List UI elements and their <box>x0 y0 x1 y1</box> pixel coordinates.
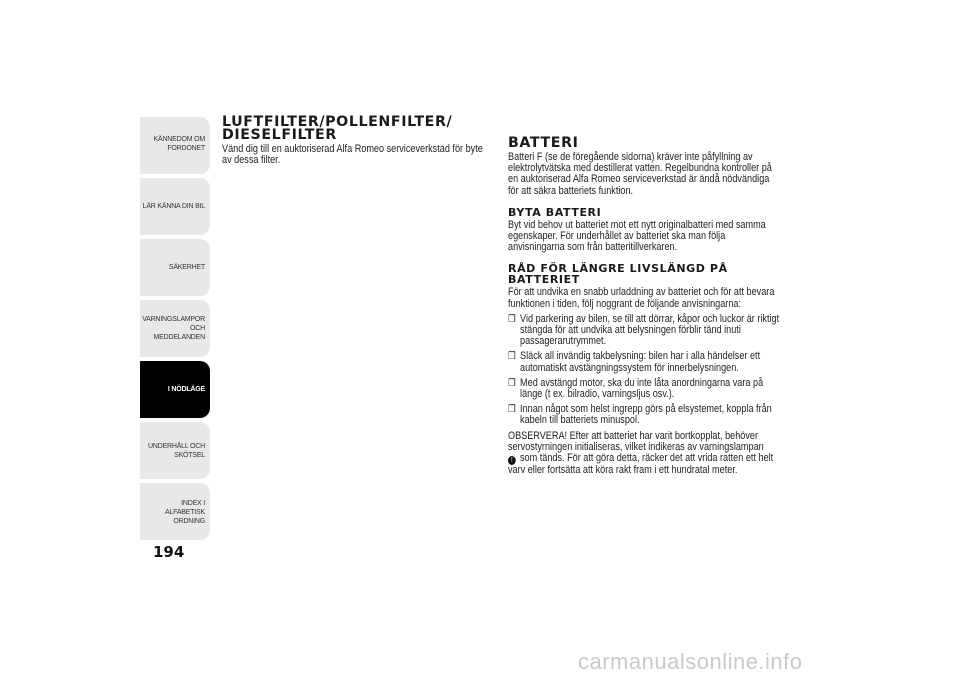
chapter-tabs <box>140 117 210 544</box>
tab-sakerhet[interactable] <box>140 239 210 296</box>
tab-label: VARNINGSLAMPOR OCH MEDDELANDEN <box>142 316 205 341</box>
tab-underhall-och-skotsel[interactable] <box>140 422 210 479</box>
steering-warning-icon: ! <box>508 456 516 465</box>
list-item: ❒ Vid parkering av bilen, se till att dörrar, kåpor och luckor är riktigt stängda för att undvika att belysningen förblir tänd inuti passagerarutrymmet. <box>508 312 780 348</box>
watermark: carmanualsonline.info <box>578 649 803 674</box>
section-batteri <box>508 137 780 476</box>
section-intro: Batteri F (se de föregående sidorna) kräver inte påfyllning av elektrolytvätska med destillerat vatten. Regelbundna kontroller på en auktoriserad Alfa Romeo serviceverkstad är ändå nödvändiga för att säkra batteriets funktion. <box>508 151 772 197</box>
tab-label: I NÖDLÄGE <box>167 386 205 393</box>
tab-label: SÄKERHET <box>168 264 205 271</box>
advice-list <box>508 314 780 427</box>
section-title: LUFTFILTER/POLLENFILTER/ DIESELFILTER <box>222 114 453 143</box>
section-body: Vänd dig till en auktoriserad Alfa Romeo serviceverkstad för byte av dessa filter. <box>222 143 483 167</box>
list-item: ❒ Innan något som helst ingrepp görs på elsystemet, koppla från kabeln till batteriets minuspol. <box>508 403 772 427</box>
checkbox-bullet-icon: ❒ <box>508 404 516 416</box>
subsection-title: RÅD FÖR LÄNGRE LIVSLÄNGD PÅ BATTERIET <box>508 262 728 287</box>
checkbox-bullet-icon: ❒ <box>508 351 516 363</box>
subsection-body: Byt vid behov ut batteriet mot ett nytt originalbatteri med samma egenskaper. För underhållet av batteriet ska man följa anvisningarna som från batteritillverkaren. <box>508 218 766 254</box>
section-luftfilter <box>222 116 484 166</box>
section-title: BATTERI <box>508 135 579 151</box>
list-item: ❒ Släck all invändig takbelysning: bilen har i alla händelser ett automatiskt avstängningssystem för innerbelysningen. <box>508 350 761 374</box>
observe-note: OBSERVERA! Efter att batteriet har varit bortkopplat, behöver servostyrningen initialiseras, vilket indikeras av varningslampan ! som tänds. För att göra detta, räcker det att vrida ratten ett helt varv eller fortsätta att köra rakt fram i ett hundratal meter. <box>508 429 774 477</box>
subsection-title: BYTA BATTERI <box>508 205 602 219</box>
page-number: 194 <box>153 543 185 561</box>
tab-kannedom-om-fordonet[interactable] <box>140 117 210 174</box>
list-item: ❒ Med avstängd motor, ska du inte låta anordningarna vara på länge (t ex. bilradio, varningsljus osv.). <box>508 376 764 401</box>
tab-label: INDEX I ALFABETISK ORDNING <box>164 500 205 525</box>
tab-label: LÄR KÄNNA DIN BIL <box>142 203 205 210</box>
tab-lar-kanna-din-bil[interactable] <box>140 178 210 235</box>
tab-index[interactable] <box>140 483 210 540</box>
tab-label: KÄNNEDOM OM FORDONET <box>153 136 205 152</box>
checkbox-bullet-icon: ❒ <box>508 313 516 325</box>
checkbox-bullet-icon: ❒ <box>508 377 516 389</box>
tab-i-nodlage[interactable] <box>140 361 210 418</box>
subsection-intro: För att undvika en snabb urladdning av batteriet och för att bevara funktionen i tiden, följ noggrant de följande anvisningarna: <box>508 286 775 310</box>
tab-label: UNDERHÅLL OCH SKÖTSEL <box>147 442 205 459</box>
tab-varningslampor[interactable] <box>140 300 210 357</box>
